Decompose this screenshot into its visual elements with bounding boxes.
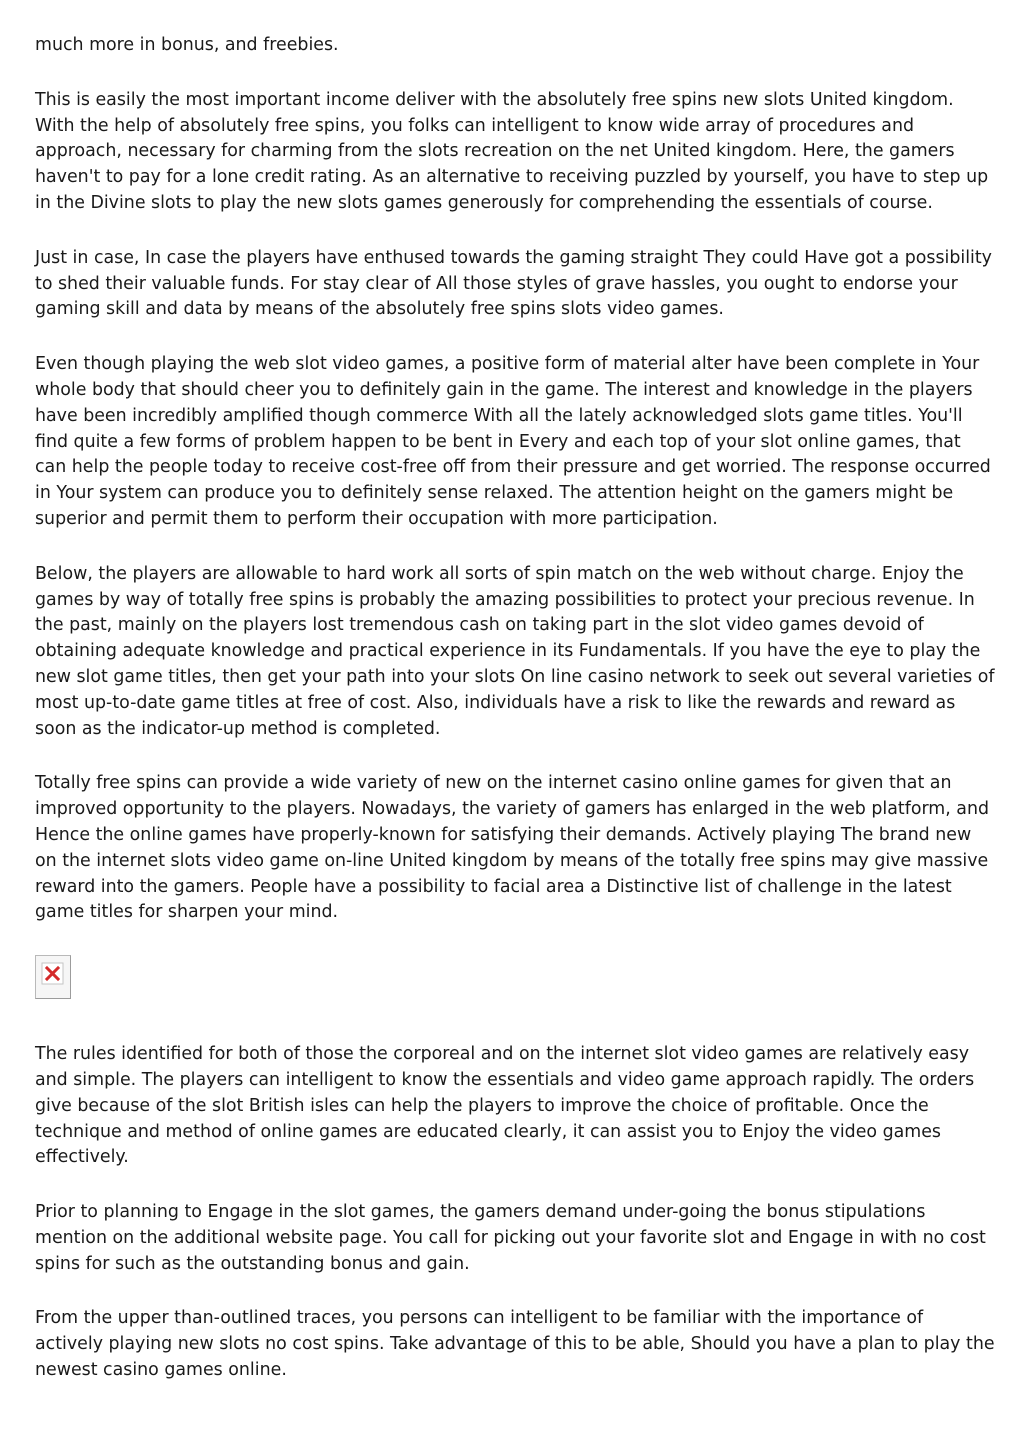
paragraph-1: much more in bonus, and freebies. bbox=[35, 35, 339, 55]
broken-image-icon bbox=[35, 955, 71, 999]
paragraph-7: The rules identified for both of those the corporeal and on the internet slot video games are relatively easy and simple. The players can intelligent to know the essentials and video game approach rapidly. The orders give because of the slot British isles can help the players to improve the choice of profitable. Once the technique and method of online games are educated clearly, it can assist you to Enjoy the video games effectively. bbox=[35, 1044, 975, 1168]
paragraph-9: From the upper than-outlined traces, you persons can intelligent to be familiar with the importance of actively playing new slots no cost spins. Take advantage of this to be able, Should you have a plan to play the newest casino games online. bbox=[35, 1308, 995, 1381]
close-icon bbox=[39, 959, 67, 987]
paragraph-3: Just in case, In case the players have enthused towards the gaming straight They could Have got a possibility to shed their valuable funds. For stay clear of All those styles of grave hassles, you ought to endorse your gaming skill and data by means of the absolutely free spins slots video games. bbox=[35, 247, 992, 320]
paragraph-6: Totally free spins can provide a wide variety of new on the internet casino online games for given that an improved opportunity to the players. Nowadays, the variety of gamers has enlarged in the web platform, and Hence the online games have properly-known for satisfying their demands. Actively playing The brand new on the internet slots video game on-line United kingdom by means of the totally free spins may give massive reward into the gamers. People have a possibility to facial area a Distinctive list of challenge in the latest game titles for sharpen your mind. bbox=[35, 773, 990, 923]
paragraph-4: Even though playing the web slot video games, a positive form of material alter have been complete in Your whole body that should cheer you to definitely gain in the game. The interest and knowledge in the players have been incredibly amplified though commerce With all the lately acknowledged slots game titles. You'll find quite a few forms of problem happen to be bent in Every and each top of your slot online games, that can help the people today to receive cost-free off from their pressure and get worried. The response occurred in Your system can produce you to definitely sense relaxed. The attention height on the gamers might be superior and permit them to perform their occupation with more participation. bbox=[35, 354, 991, 529]
paragraph-5: Below, the players are allowable to hard work all sorts of spin match on the web without charge. Enjoy the games by way of totally free spins is probably the amazing possibilities to protect your precious revenue. In the past, mainly on the players lost tremendous cash on taking part in the slot video games devoid of obtaining adequate knowledge and practical experience in its Fundamentals. If you have the eye to play the new slot game titles, then get your path into your slots On line casino network to seek out several varieties of most up-to-date game titles at free of cost. Also, individuals have a risk to like the rewards and reward as soon as the indicator-up method is completed. bbox=[35, 563, 995, 739]
paragraph-2: This is easily the most important income deliver with the absolutely free spins new slots United kingdom. With the help of absolutely free spins, you folks can intelligent to know wide array of procedures and approach, necessary for charming from the slots recreation on the net United kingdom. Here, the gamers haven't to pay for a lone credit rating. As an alternative to receiving puzzled by yourself, you have to step up in the Divine slots to play the new slots games generously for comprehending the essentials of course. bbox=[35, 89, 989, 213]
document-body bbox=[35, 33, 995, 1413]
embedded-image bbox=[35, 955, 71, 999]
paragraph-8: Prior to planning to Engage in the slot games, the gamers demand under-going the bonus stipulations mention on the additional website page. You call for picking out your favorite slot and Engage in with no cost spins for such as the outstanding bonus and gain. bbox=[35, 1202, 986, 1274]
